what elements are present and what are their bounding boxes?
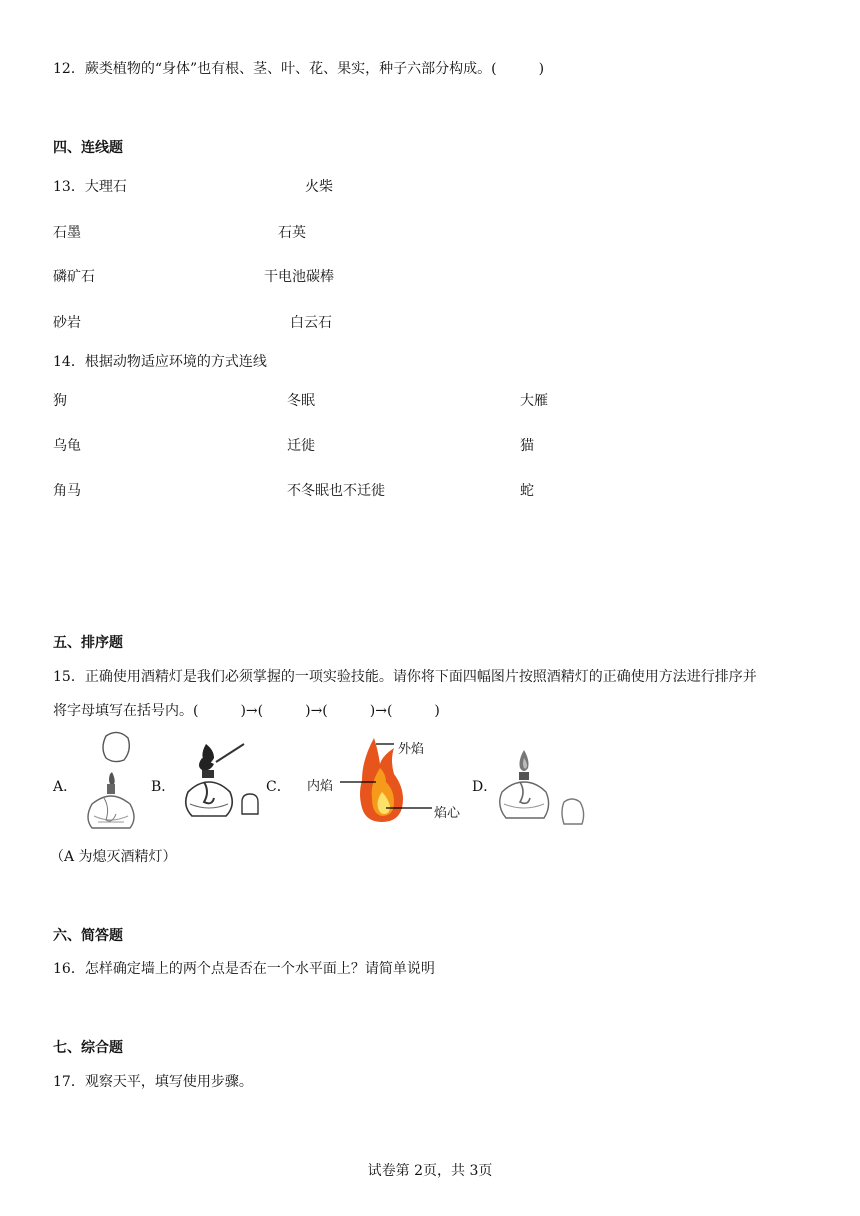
q13-right-3: 干电池碳棒 — [264, 269, 334, 285]
section-5-title: 五、排序题 — [53, 635, 123, 651]
figure-b-alcohol-lamp-image — [180, 740, 272, 826]
outer-flame-label: 外焰 — [398, 742, 425, 757]
q15-note: （A 为熄灭酒精灯） — [50, 849, 177, 865]
q13-right-4: 白云石 — [290, 315, 332, 331]
q14-col1-3: 角马 — [53, 483, 81, 499]
q13-left-1: 13．大理石 — [53, 179, 127, 195]
section-7-title: 七、综合题 — [53, 1040, 123, 1056]
question-12: 12．蕨类植物的“身体”也有根、茎、叶、花、果实，种子六部分构成。( ) — [53, 61, 545, 77]
question-16: 16．怎样确定墙上的两个点是否在一个水平面上？请简单说明 — [53, 961, 435, 977]
q14-col2-1: 冬眠 — [287, 393, 315, 409]
figure-d-alcohol-lamp-image — [494, 746, 590, 828]
question-17: 17．观察天平，填写使用步骤。 — [53, 1074, 253, 1090]
inner-flame-label: 内焰 — [307, 779, 334, 794]
section-4-title: 四、连线题 — [53, 140, 123, 156]
q14-col1-2: 乌龟 — [53, 438, 81, 454]
q14-col3-3: 蛇 — [520, 483, 534, 499]
figure-b-label: B． — [151, 779, 176, 795]
figure-a-alcohol-lamp-image — [74, 728, 146, 834]
q13-left-2: 石墨 — [53, 225, 81, 241]
question-15-line1: 15．正确使用酒精灯是我们必须掌握的一项实验技能。请你将下面四幅图片按照酒精灯的正确使用方法进行排序并 — [53, 669, 757, 685]
q14-col3-2: 猫 — [520, 438, 534, 454]
flame-core-label: 焰心 — [434, 806, 461, 821]
question-15-line2: 将字母填写在括号内。( )→( )→( )→( ) — [53, 703, 440, 719]
figure-c-label: C． — [266, 779, 291, 795]
section-6-title: 六、简答题 — [53, 928, 123, 944]
q14-col2-3: 不冬眠也不迁徙 — [287, 483, 385, 499]
q14-col3-1: 大雁 — [520, 393, 548, 409]
q13-left-3: 磷矿石 — [53, 269, 95, 285]
figure-d-label: D． — [472, 779, 498, 795]
q14-col2-2: 迁徙 — [287, 438, 315, 454]
figure-a-label: A． — [53, 779, 78, 795]
q14-col1-1: 狗 — [53, 393, 67, 409]
page-footer: 试卷第 2页，共 3页 — [367, 1163, 493, 1179]
question-14-prompt: 14．根据动物适应环境的方式连线 — [53, 354, 267, 370]
q13-right-1: 火柴 — [305, 179, 333, 195]
q13-left-4: 砂岩 — [53, 315, 81, 331]
q13-right-2: 石英 — [278, 225, 306, 241]
